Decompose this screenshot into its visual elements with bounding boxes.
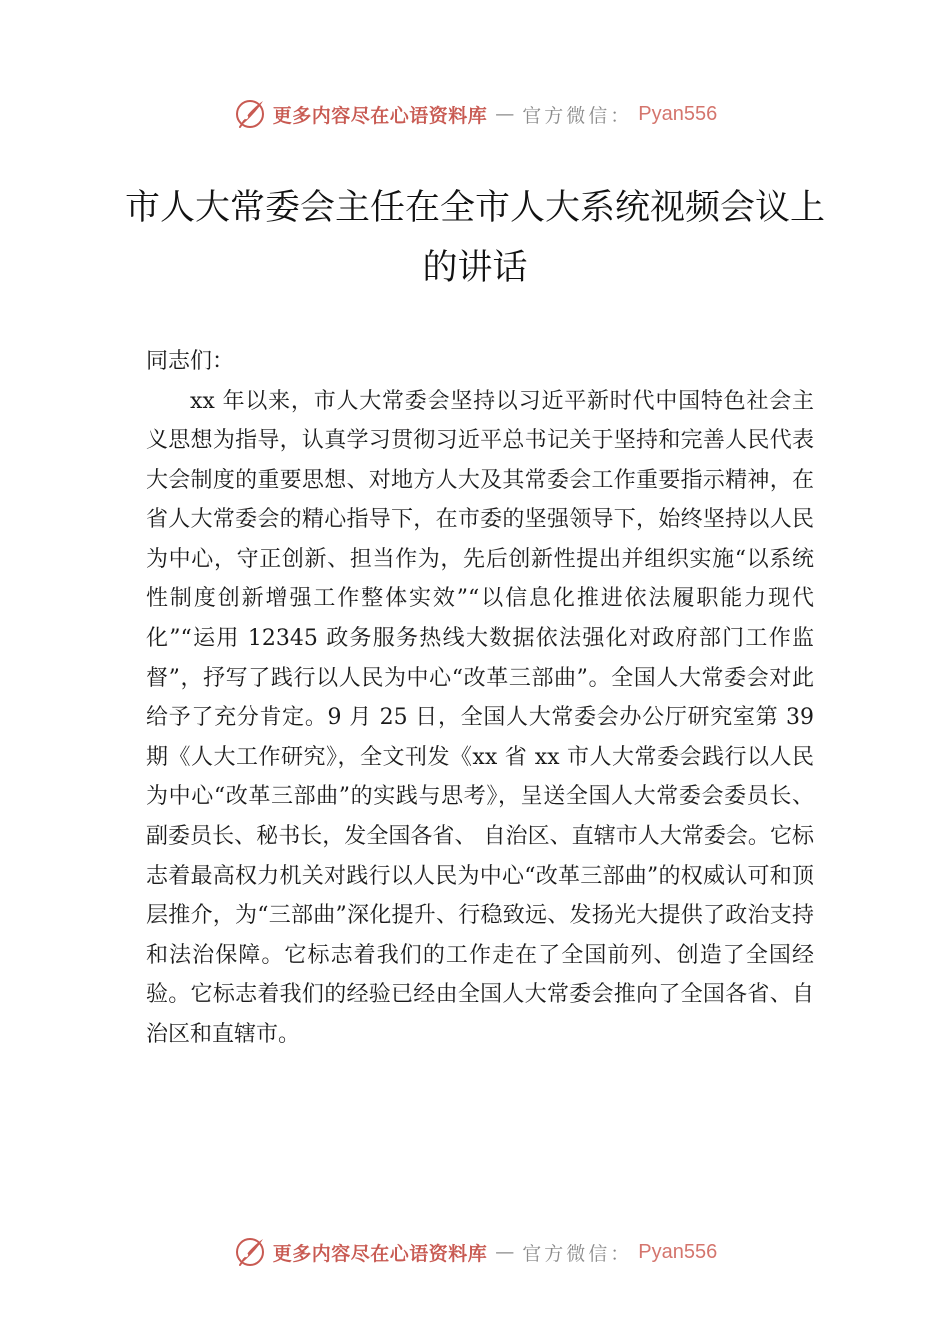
wechat-label: 官方微信： <box>522 1242 633 1265</box>
header-banner <box>0 94 950 134</box>
banner-slogan: 更多内容尽在心语资料库 <box>272 104 488 127</box>
banner-separator: — <box>495 103 515 125</box>
body-paragraph: xx 年以来，市人大常委会坚持以习近平新时代中国特色社会主义思想为指导，认真学习贯彻习近平总书记关于坚持和完善人民代表大会制度的重要思想、对地方人大及其常委会工作重要指示精神，在省人大常委会的精心指导下，在市委的坚强领导下，始终坚持以人民为中心，守正创新、担当作为，先后创新性提出并组织实施“以系统性制度创新增强工作整体实效”“以信息化推进依法履职能力现代化”“运用 12345 政务服务热线大数据依法强化对政府部门工作监督”，抒写了践行以人民为中心“改革三部曲”。全国人大常委会对此给予了充分肯定。9 月 25 日，全国人大常委会办公厅研究室第 39 期《人大工作研究》，全文刊发《xx 省 xx 市人大常委会践行以人民为中心“改革三部曲”的实践与思考》，呈送全国人大常委会委员长、副委员长、秘书长，发全国各省、 自治区、直辖市人大常委会。它标志着最高权力机关对践行以人民为中心“改革三部曲”的权威认可和顶层推介，为“三部曲”深化提升、行稳致远、发扬光大提供了政治支持和法治保障。它标志着我们的工作走在了全国前列、创造了全国经验。它标志着我们的经验已经由全国人大常委会推向了全国各省、自治区和直辖市。 <box>146 388 814 1047</box>
quill-pen-icon <box>233 97 267 131</box>
document-title: 市人大常委会主任在全市人大系统视频会议上的讲话 <box>124 188 825 288</box>
footer-banner <box>0 1232 950 1272</box>
wechat-id: Pyan556 <box>638 1240 718 1263</box>
banner-separator: — <box>495 1241 515 1263</box>
banner-slogan: 更多内容尽在心语资料库 <box>272 1242 488 1265</box>
wechat-id: Pyan556 <box>638 102 718 125</box>
wechat-label: 官方微信： <box>522 104 633 127</box>
salutation: 同志们： <box>146 349 235 374</box>
quill-pen-icon <box>233 1235 267 1269</box>
